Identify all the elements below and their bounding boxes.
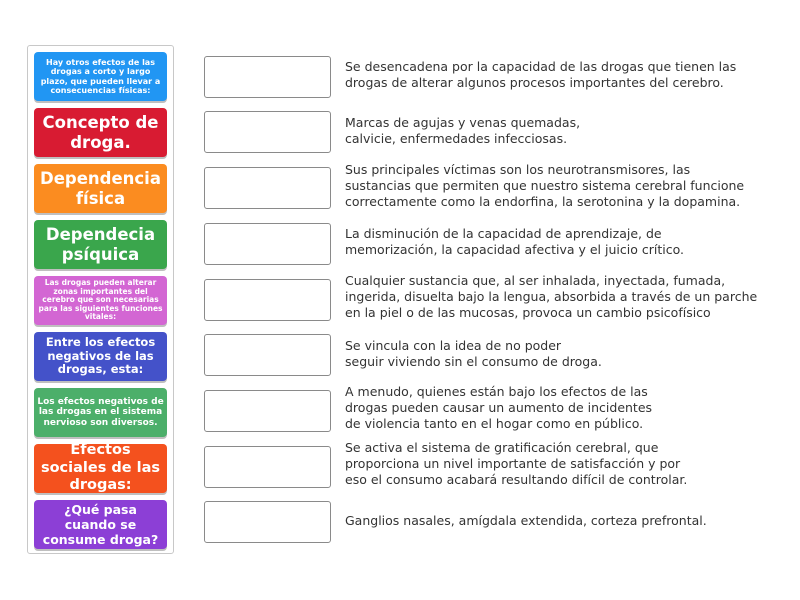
- drop-slot-2[interactable]: [204, 111, 331, 153]
- tile-efectos-negativos[interactable]: Entre los efectos negativos de las drogas, esta:: [34, 332, 167, 381]
- definition-1: Se desencadena por la capacidad de las drogas que tienen las drogas de alterar algunos procesos importantes del cerebro.: [345, 59, 737, 90]
- drop-slot-3[interactable]: [204, 167, 331, 209]
- drop-slot-6[interactable]: [204, 334, 331, 376]
- definition-6: Se vincula con la idea de no poder seguir viviendo sin el consumo de droga.: [345, 338, 602, 369]
- drop-slot-7[interactable]: [204, 390, 331, 432]
- definition-8: Se activa el sistema de gratificación cerebral, que proporciona un nivel importante de satisfacción y por eso el consumo acabará resultando difícil de controlar.: [345, 440, 688, 487]
- drop-slot-4[interactable]: [204, 223, 331, 265]
- tile-efectos-sociales[interactable]: Efectos sociales de las drogas:: [34, 444, 167, 493]
- tile-panel: [27, 45, 174, 554]
- tile-concepto-de-droga[interactable]: Concepto de droga.: [34, 108, 167, 157]
- drop-slot-5[interactable]: [204, 279, 331, 321]
- tile-dependencia-fisica[interactable]: Dependencia física: [34, 164, 167, 213]
- definition-7: A menudo, quienes están bajo los efectos de las drogas pueden causar un aumento de incidentes de violencia tanto en el hogar como en público.: [345, 384, 653, 431]
- tile-otros-efectos[interactable]: Hay otros efectos de las drogas a corto y largo plazo, que pueden llevar a consecuencias físicas:: [34, 52, 167, 101]
- tile-dependencia-psiquica[interactable]: Dependecia psíquica: [34, 220, 167, 269]
- drop-slot-1[interactable]: [204, 56, 331, 98]
- definition-2: Marcas de agujas y venas quemadas, calvicie, enfermedades infecciosas.: [345, 115, 581, 146]
- definition-3: Sus principales víctimas son los neurotransmisores, las sustancias que permiten que nuestro sistema cerebral funcione correctamente como la endorfina, la serotonina y la dopamina.: [345, 162, 745, 209]
- tile-sistema-nervioso[interactable]: Los efectos negativos de las drogas en el sistema nervioso son diversos.: [34, 388, 167, 437]
- definition-4: La disminución de la capacidad de aprendizaje, de memorización, la capacidad afectiva y el juicio crítico.: [345, 226, 684, 257]
- tile-que-pasa[interactable]: ¿Qué pasa cuando se consume droga?: [34, 500, 167, 549]
- tile-funciones-vitales[interactable]: Las drogas pueden alterar zonas importantes del cerebro que son necesarias para las siguientes funciones vitales:: [34, 276, 167, 325]
- definition-9: Ganglios nasales, amígdala extendida, corteza prefrontal.: [345, 513, 707, 528]
- drop-slot-8[interactable]: [204, 446, 331, 488]
- drop-slot-9[interactable]: [204, 501, 331, 543]
- definition-5: Cualquier sustancia que, al ser inhalada, inyectada, fumada, ingerida, disuelta bajo la lengua, absorbida a través de un parche en la piel o de las mucosas, provoca un cambio psicofísico: [345, 273, 758, 320]
